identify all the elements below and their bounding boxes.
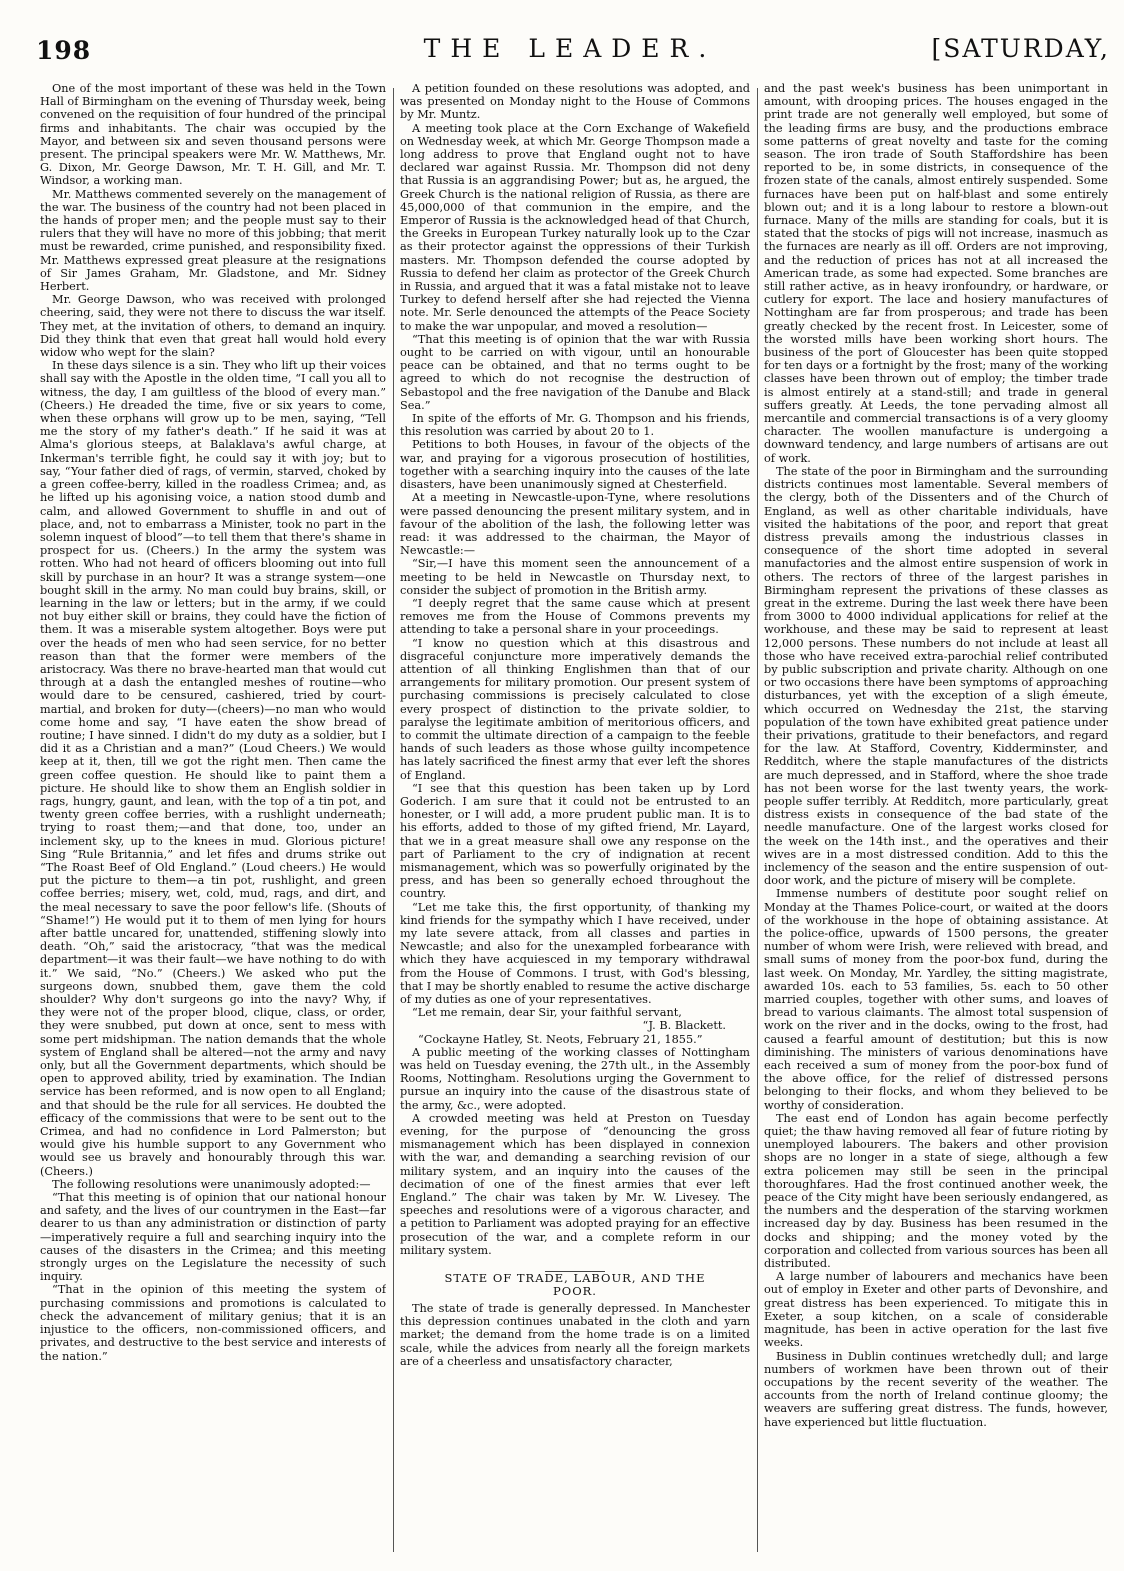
column-rule xyxy=(393,88,394,1552)
section-title-line-2: POOR. xyxy=(553,1284,597,1299)
paragraph: Business in Dublin continues wretchedly dull; and large numbers of workmen have been thrown out of their occupations by the recent severity of the weather. The accounts from the north of Ireland continue gloomy; the weavers are suffering great distress. The funds, however, have experienced but little fluctuation. xyxy=(764,1349,1108,1429)
resolution: “That this meeting is of opinion that our national honour and safety, and the lives of our countrymen in the East—far dearer to us than any administration or distinction of party—imperatively require a full and searching inquiry into the causes of the disasters in the Crimea; and this meeting strongly urges on the Legislature the necessity of such inquiry. xyxy=(40,1191,386,1284)
article-columns xyxy=(40,82,1108,1564)
paragraph: Petitions to both Houses, in favour of the objects of the war, and praying for a vigorous prosecution of hostilities, together with a searching inquiry into the causes of the late disasters, have been unanimously signed at Chesterfield. xyxy=(400,438,750,492)
paragraph: A public meeting of the working classes of Nottingham was held on Tuesday evening, the 27th ult., in the Assembly Rooms, Nottingham. Resolutions urging the Government to pursue an inquiry into the cause of the disastrous state of the army, &c., were adopted. xyxy=(400,1045,750,1112)
letter-paragraph: “I deeply regret that the same cause which at present removes me from the House of Commons prevents my attending to take a personal share in your proceedings. xyxy=(400,596,750,637)
paragraph: A petition founded on these resolutions was adopted, and was presented on Monday night to the House of Commons by Mr. Muntz. xyxy=(400,82,750,122)
column-2 xyxy=(400,82,750,1564)
paragraph: and the past week's business has been unimportant in amount, with drooping prices. The houses engaged in the print trade are not generally well employed, but some of the leading firms are busy, and the productions embrace some patterns of great novelty and taste for the coming season. The iron trade of South Staffordshire has been reported to be, in some districts, in consequence of the frozen state of the canals, almost entirely suspended. Some furnaces have been put on half-blast and some entirely blown out; and it is a long labour to restore a blown-out furnace. Many of the mills are standing for coals, but it is stated that the stocks of pigs will not increase, inasmuch as the furnaces are nearly as ill off. Orders are not improving, and the reduction of prices has not at all increased the American trade, as some had expected. Some branches are still rather active, as in heavy ironfoundry, or hardware, or cutlery for export. The lace and hosiery manufactures of Nottingham are far from prosperous; and trade has been greatly checked by the recent frost. In Leicester, some of the worsted mills have been working short hours. The business of the port of Gloucester has been quite stopped for ten days or a fortnight by the frost; many of the working classes have been thrown out of employ; the timber trade is almost entirely at a stand-still; and trade in general suffers greatly. At Leeds, the tone pervading almost all mercantile and commercial transactions is of a very gloomy character. The woollen manufacture is undergoing a downward tendency, and large numbers of artisans are out of work. xyxy=(764,82,1108,465)
paragraph: Immense numbers of destitute poor sought relief on Monday at the Thames Police-court, or waited at the doors of the workhouse in the hope of obtaining assistance. At the police-office, upwards of 1500 persons, the greater number of whom were Irish, were relieved with bread, and small sums of money from the poor-box fund, during the last week. On Monday, Mr. Yardley, the sitting magistrate, awarded 10s. each to 53 families, 5s. each to 50 other married couples, together with other sums, and loaves of bread to various claimants. The almost total suspension of work on the river and in the docks, owing to the frost, had caused a fearful amount of destitution; but this is now diminishing. The ministers of various denominations have each received a sum of money from the poor-box fund of the above office, for the relief of distressed persons belonging to their flocks, and whom they believed to be worthy of consideration. xyxy=(764,887,1108,1112)
paragraph: Mr. Matthews commented severely on the management of the war. The business of the country had not been placed in the hands of proper men; and the people must say to their rulers that they will have no more of this jobbing; that merit must be rewarded, crime punished, and responsibility fixed. Mr. Matthews expressed great pleasure at the resignations of Sir James Graham, Mr. Gladstone, and Mr. Sidney Herbert. xyxy=(40,187,386,294)
page-number: 198 xyxy=(36,36,92,65)
letter-signature: “J. B. Blackett. xyxy=(642,1019,726,1033)
letter-paragraph: “Let me take this, the first opportunity, of thanking my kind friends for the sympathy which I have received, under my late severe attack, from all classes and parties in Newcastle; and also for the unexampled forbearance with which they have acquiesced in my temporary withdrawal from the House of Commons. I trust, with God's blessing, that I may be shortly enabled to resume the active discharge of my duties as one of your representatives. xyxy=(400,900,750,1007)
column-rule xyxy=(757,88,758,1552)
letter-paragraph: “I see that this question has been taken up by Lord Goderich. I am sure that it could not be entrusted to an honester, or I will add, a more prudent public man. It is to his efforts, added to those of my gifted friend, Mr. Layard, that we in a great measure shall owe any response on the part of Parliament to the cry of indignation at recent mismanagement, which was so powerfully originated by the press, and has been so generally echoed throughout the country. xyxy=(400,781,750,901)
paragraph: The state of the poor in Birmingham and the surrounding districts continues most lamentable. Several members of the clergy, both of the Dissenters and of the Church of England, as well as other charitable individuals, have visited the habitations of the poor, and report that great distress prevails among the industrious classes in consequence of the short time adopted in several manufactories and the almost entire suspension of work in others. The rectors of three of the largest parishes in Birmingham represent the privations of these classes as great in the extreme. During the last week there have been from 3000 to 4000 individual applications for relief at the workhouse, and these may be said to represent at least 12,000 persons. These numbers do not include at least all those who have received extra-parochial relief contributed by public subscription and private charity. Although on one or two occasions there have been symptoms of approaching disturbances, yet with the exception of a sligh émeute, which occurred on Wednesday the 21st, the starving population of the town have exhibited great patience under their privations, gratitude to their benefactors, and regard for the law. At Stafford, Coventry, Kidderminster, and Redditch, where the staple manufactures of the districts are much depressed, and in Stafford, where the shoe trade has not been worse for the last twenty years, the work-people suffer terribly. At Redditch, more particularly, great distress exists in consequence of the bad state of the needle manufacture. One of the largest works closed for the week on the 14th inst., and the operatives and their wives are in a most distressed condition. Add to this the inclemency of the season and the entire suspension of out-door work, and the picture of misery will be complete. xyxy=(764,464,1108,888)
letter-closing: “Let me remain, dear Sir, your faithful servant, xyxy=(412,1006,682,1020)
paragraph: A meeting took place at the Corn Exchange of Wakefield on Wednesday week, at which Mr. George Thompson made a long address to prove that England ought not to have declared war against Russia. Mr. Thompson did not deny that Russia is an aggrandising Power; but as, he argued, the Greek Church is the national religion of Russia, as there are 45,000,000 of that communion in the empire, and the Emperor of Russia is the acknowledged head of that Church, the Greeks in European Turkey naturally look up to the Czar as their protector against the oppressions of their Turkish masters. Mr. Thompson defended the course adopted by Russia to defend her claim as protector of the Greek Church in Russia, and argued that it was a fatal mistake not to leave Turkey to defend herself after she had rejected the Vienna note. Mr. Serle denounced the attempts of the Peace Society to make the war unpopular, and moved a resolution— xyxy=(400,121,750,333)
paragraph: One of the most important of these was held in the Town Hall of Birmingham on the evening of Thursday week, being convened on the requisition of four hundred of the principal firms and inhabitants. The chair was occupied by the Mayor, and between six and seven thousand persons were present. The principal speakers were Mr. W. Matthews, Mr. G. Dixon, Mr. George Dawson, Mr. T. H. Gill, and Mr. T. Windsor, a working man. xyxy=(40,82,386,188)
letter-address: “Cockayne Hatley, St. Neots, February 21, 1855.” xyxy=(418,1032,703,1046)
letter-paragraph: “I know no question which at this disastrous and disgraceful conjuncture more imperatively demands the attention of all thinking Englishmen than that of our arrangements for military promotion. Our present system of purchasing commissions is precisely calculated to close every prospect of distinction to the private soldier, to paralyse the legitimate ambition of meritorious officers, and to commit the ultimate direction of a campaign to the feeble hands of such leaders as those whose guilty incompetence has lately sacrificed the finest army that ever left the shores of England. xyxy=(400,636,750,782)
column-3 xyxy=(764,82,1108,1564)
paragraph: The east end of London has again become perfectly quiet; the thaw having removed all fear of future rioting by unemployed labourers. The bakers and other provision shops are no longer in a state of siege, although a few extra policemen may still be seen in the principal thoroughfares. Had the frost continued another week, the peace of the City might have been seriously endangered, as the numbers and the desperation of the starving workmen increased day by day. Business has been resumed in the docks and shipping; and the money voted by the corporation and collected from various sources has been all distributed. xyxy=(764,1111,1108,1271)
paragraph: The state of trade is generally depressed. In Manchester this depression continues unabated in the cloth and yarn market; the demand from the home trade is on a limited scale, while the advices from nearly all the foreign markets are of a cheerless and unsatisfactory character, xyxy=(400,1302,750,1368)
section-title-line-1: STATE OF TRADE, LABOUR, AND THE xyxy=(444,1271,706,1286)
page-date: [SATURDAY, xyxy=(931,34,1110,63)
letter-paragraph: “Sir,—I have this moment seen the announcement of a meeting to be held in Newcastle on Thursday next, to consider the subject of promotion in the British army. xyxy=(400,557,750,597)
newspaper-title: THE LEADER. xyxy=(423,34,717,63)
resolution: “That in the opinion of this meeting the system of purchasing commissions and promotions is calculated to check the advancement of military genius; that it is an injustice to the officers, non-commissioned officers, and privates, and destructive to the best service and interests of the nation.” xyxy=(40,1283,386,1363)
paragraph: A crowded meeting was held at Preston on Tuesday evening, for the purpose of “denouncing the gross mismanagement which has been displayed in connexion with the war, and demanding a searching revision of our military system, and an inquiry into the causes of the decimation of one of the finest armies that ever left England.” The chair was taken by Mr. W. Livesey. The speeches and resolutions were of a vigorous character, and a petition to Parliament was adopted praying for an effective prosecution of the war, and a complete reform in our military system. xyxy=(400,1111,750,1257)
paragraph: In these days silence is a sin. They who lift up their voices shall say with the Apostle in the olden time, “I call you all to witness, the day, I am guiltless of the blood of every man.” (Cheers.) He dreaded the time, five or six years to come, when these orphans will grow up to be men, saying, “Tell me the story of my father's death.” If he said it was at Alma's glorious steeps, at Balaklava's awful charge, at Inkerman's terrible fight, he could say it with joy; but to say, “Your father died of rags, of vermin, starved, choked by a green coffee-berry, killed in the roadless Crimea; and, as he lifted up his agonising voice, a nation stood dumb and calm, and allowed Government to shuffle in and out of place, and, not to embarrass a Minister, took no part in the solemn inquest of blood”—to tell them that there's shame in prospect for us. (Cheers.) In the army the system was rotten. Who had not heard of officers blooming out into full skill by purchase in an hour? It was a strange system—one bought skill in the army. No man could buy brains, skill, or learning in the law or letters; but in the army, if we could not buy either skill or brains, they could have the fiction of them. It was a miserable system altogether. Boys were put over the heads of men who had seen service, for no better reason than that the former were members of the aristocracy. Was there no brave-hearted man that would cut through at a dash the entangled meshes of routine—who would dare to be censured, cashiered, tried by court-martial, and broken for duty—(cheers)—no man who would come home and say, “I have eaten the show bread of routine; I have sinned. I didn't do my duty as a soldier, but I did it as a Christian and a man?” (Loud Cheers.) We would keep at it, then, till we got the right men. Then came the green coffee question. He should like to paint them a picture. He should like to show them an English soldier in rags, hungry, gaunt, and lean, with the top of a tin pot, and twenty green coffee berries, with a rushlight underneath; trying to roast them;—and that done, too, under an inclement sky, up to the knees in mud. Glorious picture! Sing “Rule Britannia,” and let fifes and drums strike out “The Roast Beef of Old England.” (Loud cheers.) He would put the picture to them—a tin pot, rushlight, and green coffee berries; misery, wet, cold, mud, rags, and dirt, and the meal necessary to save the poor fellow's life. (Shouts of “Shame!”) He would put it to them of men lying for hours after battle uncared for, unattended, stiffening slowly into death. “Oh,” said the aristocracy, “that was the medical department—it was their fault—we have nothing to do with it.” We said, “No.” (Cheers.) We asked who put the surgeons down, snubbed them, gave them the cold shoulder? Why don't surgeons go into the navy? Why, if they were not of the proper blood, clique, class, or order, they were snubbed, put down at once, sent to mess with some pert midshipman. The nation demands that the whole system of England shall be altered—not the army and navy only, but all the Government departments, which should be open to approved ability, tried by examination. The Indian service has been reformed, and is now open to all England; and that should be the rule for all services. He doubted the efficacy of the commissions that were to be sent out to the Crimea, and had no confidence in Lord Palmerston; but would give his humble support to any Government who would see us bravely and honourably through this war. (Cheers.) xyxy=(40,359,386,1178)
paragraph: In spite of the efforts of Mr. G. Thompson and his friends, this resolution was carried by about 20 to 1. xyxy=(400,412,750,439)
paragraph: The following resolutions were unanimously adopted:— xyxy=(52,1177,371,1191)
paragraph: At a meeting in Newcastle-upon-Tyne, where resolutions were passed denouncing the present military system, and in favour of the abolition of the lash, the following letter was read: it was addressed to the chairman, the Mayor of Newcastle:— xyxy=(400,491,750,558)
section-heading xyxy=(400,1271,750,1298)
column-1 xyxy=(40,82,386,1564)
paragraph: Mr. George Dawson, who was received with prolonged cheering, said, they were not there to discuss the war itself. They met, at the invitation of others, to demand an inquiry. Did they think that even that great hall would hold every widow who wept for the slain? xyxy=(40,293,386,360)
resolution: “That this meeting is of opinion that the war with Russia ought to be carried on with vigour, until an honourable peace can be obtained, and that no terms ought to be agreed to which do not recognise the destruction of Sebastopol and the free navigation of the Danube and Black Sea.” xyxy=(400,332,750,412)
page-header xyxy=(30,22,1110,65)
paragraph: A large number of labourers and mechanics have been out of employ in Exeter and other parts of Devonshire, and great distress has been experienced. To mitigate this in Exeter, a soup kitchen, on a scale of considerable magnitude, has been in active operation for the last five weeks. xyxy=(764,1270,1108,1350)
